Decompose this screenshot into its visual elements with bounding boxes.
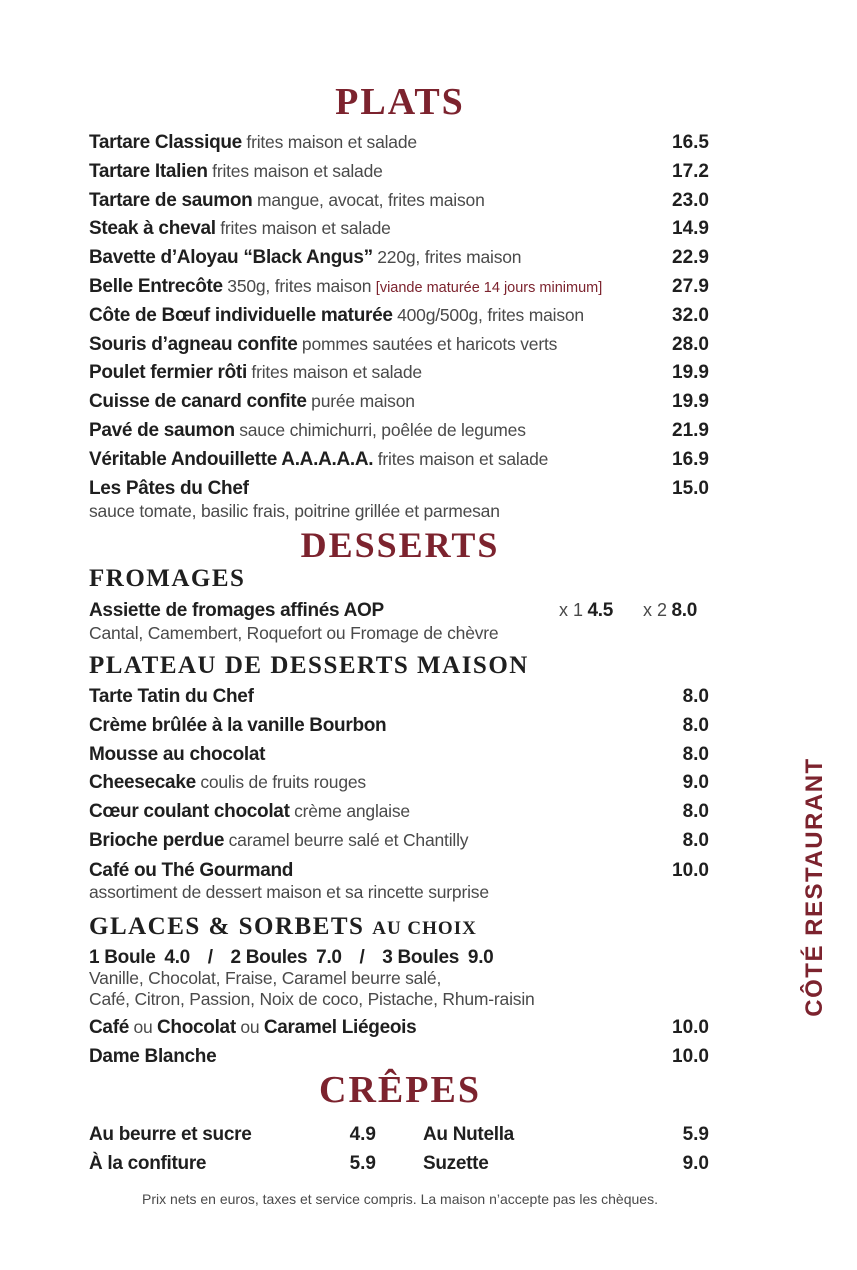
- item-name: Dame Blanche: [89, 1046, 217, 1067]
- item-price: 8.0: [682, 686, 709, 707]
- item-description: 350g, frites maison: [227, 276, 372, 296]
- item-name: Véritable Andouillette A.A.A.A.A.: [89, 448, 374, 470]
- item-description: pommes sautées et haricots verts: [301, 333, 558, 354]
- item-description: sauce tomate, basilic frais, poitrine grillée et parmesan: [89, 501, 500, 521]
- item-name: Steak à cheval: [89, 218, 216, 240]
- menu-item: [89, 276, 709, 302]
- liegeois-part-1: Café: [89, 1017, 129, 1038]
- glaces-heading-text: GLACES & SORBETS: [89, 913, 365, 940]
- item-price: 14.9: [672, 218, 709, 240]
- item-price: 17.2: [672, 160, 709, 182]
- plateau-heading: PLATEAU DE DESSERTS MAISON: [89, 652, 529, 679]
- qty2-price: 8.0: [671, 600, 697, 621]
- menu-item: [89, 744, 709, 770]
- item-name: Café ou Thé Gourmand: [89, 860, 294, 881]
- crepe-left-1: [89, 1124, 376, 1150]
- menu-item: [89, 715, 709, 741]
- flavors-line-1: Vanille, Chocolat, Fraise, Caramel beurre salé,: [89, 968, 442, 988]
- item-price: 9.0: [682, 1153, 709, 1174]
- item-name: Suzette: [423, 1153, 489, 1174]
- item-description: frites maison et salade: [220, 218, 391, 239]
- menu-item: [89, 830, 709, 856]
- item-price: 9.0: [682, 772, 709, 794]
- flavors-line-2: Café, Citron, Passion, Noix de coco, Pistache, Rhum-raisin: [89, 989, 535, 1009]
- item-price: 5.9: [682, 1124, 709, 1145]
- item-description: 220g, frites maison: [377, 247, 522, 268]
- menu-item: [89, 362, 709, 388]
- plats-title: PLATS: [335, 81, 465, 123]
- menu-item: [89, 218, 709, 244]
- liegeois-or-1: ou: [133, 1017, 153, 1037]
- boule1-label: 1 Boule: [89, 947, 156, 968]
- item-price: 4.9: [349, 1124, 376, 1145]
- item-name: À la confiture: [89, 1153, 207, 1174]
- menu-item: [89, 305, 709, 331]
- item-price: 21.9: [672, 420, 709, 441]
- footer-note: Prix nets en euros, taxes et service compris. La maison n’accepte pas les chèques.: [142, 1191, 658, 1207]
- item-name: Poulet fermier rôti: [89, 362, 247, 384]
- menu-item: [89, 449, 709, 475]
- glaces-heading-suffix: AU CHOIX: [372, 918, 477, 939]
- menu-item: [89, 391, 709, 417]
- menu-item-liegeois: [89, 1017, 709, 1043]
- crepe-right-1: [423, 1124, 709, 1150]
- menu-item: [89, 334, 709, 360]
- liegeois-part-3: Caramel Liégeois: [263, 1017, 417, 1038]
- item-description: mangue, avocat, frites maison: [256, 189, 485, 210]
- item-name: Les Pâtes du Chef: [89, 478, 249, 499]
- boule2-label: 2 Boules: [230, 947, 308, 968]
- liegeois-part-2: Chocolat: [156, 1017, 236, 1038]
- item-price: 15.0: [672, 478, 709, 499]
- boule2-price: 7.0: [316, 947, 342, 968]
- item-description: 400g/500g, frites maison: [397, 304, 584, 325]
- item-name: Tartare de saumon: [89, 189, 253, 211]
- item-note: [viande maturée 14 jours minimum]: [375, 280, 603, 296]
- item-name: Tartare Classique: [89, 132, 242, 153]
- item-name: Cuisse de canard confite: [89, 391, 307, 413]
- item-price: 22.9: [672, 247, 709, 269]
- item-description: frites maison et salade: [377, 448, 549, 469]
- item-description: Cantal, Camembert, Roquefort ou Fromage de chèvre: [89, 623, 499, 643]
- item-name: Côte de Bœuf individuelle maturée: [89, 304, 393, 326]
- item-description: sauce chimichurri, poêlée de legumes: [239, 420, 526, 440]
- item-description: caramel beurre salé et Chantilly: [228, 830, 469, 850]
- item-name: Belle Entrecôte: [89, 276, 223, 297]
- crepes-title: CRÊPES: [319, 1069, 481, 1111]
- item-name: Mousse au chocolat: [89, 743, 266, 765]
- boule3-price: 9.0: [467, 947, 494, 968]
- item-description: frites maison et salade: [212, 160, 383, 181]
- menu-item: [89, 686, 709, 712]
- item-price: 10.0: [672, 1046, 709, 1067]
- item-price: 19.9: [672, 362, 709, 384]
- item-price: 8.0: [682, 743, 709, 765]
- qty1-label: x 1: [559, 600, 584, 620]
- item-price: 32.0: [672, 304, 709, 326]
- item-description: coulis de fruits rouges: [200, 772, 366, 793]
- glaces-heading: [89, 913, 477, 941]
- item-name: Cheesecake: [89, 772, 196, 794]
- qty1-group: [559, 600, 613, 622]
- item-name: Assiette de fromages affinés AOP: [89, 600, 384, 621]
- item-price: 10.0: [672, 860, 709, 881]
- desserts-title: DESSERTS: [300, 525, 500, 565]
- boule3-label: 3 Boules: [382, 947, 460, 968]
- menu-item: [89, 801, 709, 827]
- menu-item: [89, 772, 709, 798]
- item-name: Au beurre et sucre: [89, 1124, 252, 1145]
- item-name: Cœur coulant chocolat: [89, 801, 290, 823]
- item-price: 8.0: [682, 830, 709, 851]
- item-name: Bavette d’Aloyau “Black Angus”: [89, 247, 373, 269]
- item-price: 27.9: [672, 276, 709, 297]
- separator: /: [359, 947, 365, 968]
- side-label-text: CÔTÉ RESTAURANT: [801, 757, 828, 1017]
- item-price: 16.5: [672, 132, 709, 153]
- item-name: Pavé de saumon: [89, 420, 235, 441]
- item-description: frites maison et salade: [246, 132, 417, 152]
- item-price: 8.0: [682, 801, 709, 823]
- item-price: 5.9: [349, 1153, 376, 1174]
- item-description: frites maison et salade: [251, 362, 422, 383]
- item-name: Tarte Tatin du Chef: [89, 686, 254, 707]
- item-name: Souris d’agneau confite: [89, 333, 298, 355]
- item-price: 16.9: [672, 448, 709, 470]
- item-price: 19.9: [672, 391, 709, 413]
- item-description: crème anglaise: [294, 801, 410, 822]
- crepe-left-2: [89, 1153, 376, 1179]
- item-name: Au Nutella: [423, 1124, 514, 1145]
- item-price: 23.0: [672, 189, 709, 211]
- item-price: 8.0: [682, 714, 709, 736]
- menu-item: [89, 190, 709, 216]
- crepe-right-2: [423, 1153, 709, 1179]
- item-price: 28.0: [672, 333, 709, 355]
- menu-item: [89, 247, 709, 273]
- menu-item: [89, 132, 709, 158]
- fromages-heading: FROMAGES: [89, 565, 246, 592]
- item-name: Brioche perdue: [89, 830, 225, 851]
- qty1-price: 4.5: [587, 600, 613, 621]
- boule1-price: 4.0: [164, 947, 190, 968]
- menu-item: [89, 161, 709, 187]
- separator: /: [207, 947, 213, 968]
- item-name: Crème brûlée à la vanille Bourbon: [89, 714, 387, 736]
- qty2-group: [643, 600, 697, 622]
- item-description: purée maison: [311, 391, 415, 412]
- liegeois-or-2: ou: [240, 1017, 260, 1037]
- item-price: 10.0: [672, 1017, 709, 1038]
- side-label: [795, 757, 835, 1017]
- item-name: Tartare Italien: [89, 160, 208, 182]
- item-description: assortiment de dessert maison et sa rincette surprise: [89, 882, 489, 902]
- qty2-label: x 2: [643, 600, 668, 620]
- menu-item: [89, 420, 709, 446]
